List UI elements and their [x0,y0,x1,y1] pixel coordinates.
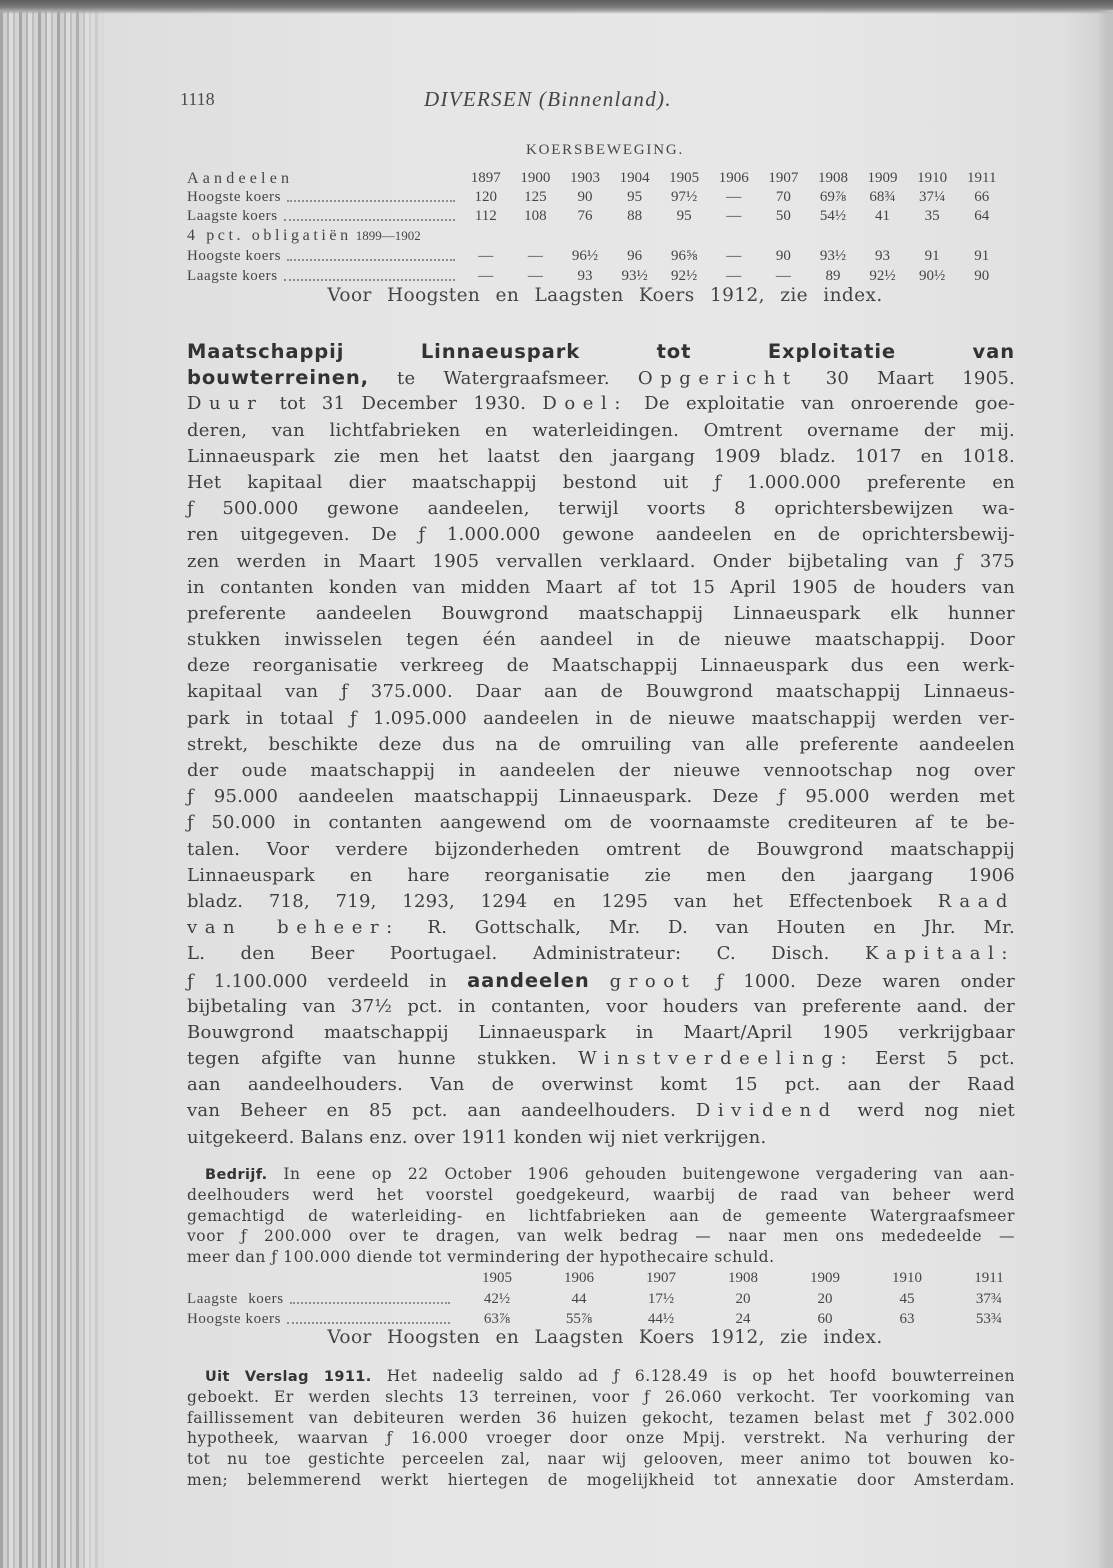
table-cell: 60 [817,1311,833,1327]
year-header: 1911 [967,170,997,186]
text-segment: van Beheer en 85 pct. aan aandeelhouders. [187,1100,696,1122]
table-row-low [187,1289,1030,1309]
row-label [187,207,461,226]
row-label [187,1309,456,1329]
table-cell: 91 [974,248,990,264]
text-line: ren uitgegeven. De ƒ 1.000.000 gewone aandeelen en de oprichtersbewij- [187,524,1015,546]
field-label-van-beheer: van beheer: [187,917,400,939]
row-label-text: Hoogste koers [187,189,282,205]
text-line: gemachtigd de waterleiding- en lichtfabrieken aan de gemeente Watergraafsmeer [187,1206,1015,1225]
empty-label-cell [187,1268,456,1288]
text-line: talen. Voor verdere bijzonderheden omtrent de Bouwgrond maatschappij [187,838,1015,860]
text-line: zen werden in Maart 1905 vervallen verklaard. Onder bijbetaling van ƒ 375 [187,550,1015,572]
koers-table-1905-1911 [187,1268,1027,1330]
table-cell: 63 [899,1311,915,1327]
table-cell: 41 [875,208,891,224]
field-label-kapitaal: Kapitaal: [864,943,1015,965]
year-header: 1904 [619,170,650,186]
table-cell: — [478,248,494,264]
text-segment: ƒ 1.100.000 verdeeld in [187,970,468,992]
field-label-aandeelen: aandeelen [467,968,590,992]
table-cell: 96 [627,248,643,264]
text-segment: tegen afgifte van hunne stukken. [187,1048,579,1070]
dot-leader [287,200,455,202]
year-header: 1903 [569,170,600,186]
text-line: bijbetaling van 37½ pct. in contanten, voor houders van preferente aand. der [187,995,1015,1017]
book-page-edges [0,10,104,1568]
bonds-section-row [187,226,421,245]
text-line: park in totaal ƒ 1.095.000 aandeelen in de nieuwe maatschappij werden ver- [187,707,1015,729]
table-cell: 95 [627,189,643,205]
table-note: Voor Hoogsten en Laagsten Koers 1912, zie index. [327,285,883,306]
table-cell: 88 [627,208,643,224]
year-header: 1911 [974,1270,1004,1286]
table-cell: — [726,189,742,205]
table-cell: — [527,248,543,264]
row-label [187,1289,456,1309]
row-label-text: Hoogste koers [187,1311,282,1327]
table-cell: 63⅞ [483,1311,511,1327]
field-label-duur: Duur [187,393,264,415]
table-cell: 42½ [483,1291,511,1307]
table-cell: 96½ [571,248,599,264]
article-heading [187,339,1015,365]
year-header: 1909 [810,1270,840,1286]
table-cell: 89 [825,268,841,284]
field-label-opgericht: Opgericht [637,368,798,390]
table-cell: 37¾ [975,1291,1003,1307]
field-label-dividend: Dividend [695,1100,838,1122]
dot-leader [287,1322,450,1324]
table-cell: 44 [571,1291,587,1307]
text-line: ƒ 500.000 gewone aandeelen, terwijl voorts 8 oprichtersbewijzen wa- [187,498,1015,520]
year-header: 1900 [520,170,551,186]
text-segment: L. den Beer Poortugael. Administrateur: C. Disch. [187,943,865,965]
field-label-raad: Raad [937,890,1015,912]
field-label-groot: groot [609,970,697,992]
table-cell: — [775,268,791,284]
text-line: preferente aandeelen Bouwgrond maatschappij Linnaeuspark elk hunner [187,602,1015,624]
text-line: ƒ 95.000 aandeelen maatschappij Linnaeuspark. Deze ƒ 95.000 werden met [187,786,1015,808]
table-cell: 93½ [621,268,648,284]
text-line [187,889,1015,915]
scan-top-shadow [0,0,1113,14]
text-segment [590,971,610,992]
text-line: deze reorganisatie verkreeg de Maatschappij Linnaeuspark dus een werk- [187,655,1015,677]
table-cell: 96⅝ [671,248,698,264]
bonds-label [187,226,421,246]
text-line: tot nu toe gestichte perceelen zal, naar wij gelooven, meer animo tot bouwen ko- [187,1450,1015,1469]
table-cell: — [726,268,742,284]
text-line: geboekt. Er werden slechts 13 terreinen, voor ƒ 26.060 verkocht. Ter voorkoming van [187,1387,1015,1406]
text-line: Bouwgrond maatschappij Linnaeuspark in Maart/April 1905 verkrijgbaar [187,1021,1015,1043]
table-header-row [187,169,1007,188]
table-cell: 68¾ [869,189,896,205]
text-line: men; belemmerend werkt hiertegen de mogelijkheid tot annexatie door Amsterdam. [187,1470,1015,1489]
text-segment: tot 31 December 1930. [263,393,543,415]
year-header: 1907 [646,1270,676,1286]
section-label-verslag: Uit Verslag 1911. [205,1369,372,1385]
table-cell: 120 [474,189,498,205]
table-cell: 66 [974,189,990,205]
text-segment: De exploitatie van onroerende goe- [627,393,1015,415]
year-header: 1906 [718,170,749,186]
table-cell: 54½ [819,208,847,224]
article-body [187,339,1015,1151]
text-line: stukken inwisselen tegen één aandeel in de nieuwe maatschappij. Door [187,629,1015,651]
dot-leader [287,259,455,261]
table-cell: 35 [924,208,940,224]
text-line: Linnaeuspark zie men het laatst den jaargang 1909 bladz. 1017 en 1018. [187,445,1015,467]
text-line: kapitaal van ƒ 375.000. Daar aan de Bouwgrond maatschappij Linnaeus- [187,681,1015,703]
text-line: aan aandeelhouders. Van de overwinst komt 15 pct. aan der Raad [187,1074,1015,1096]
text-line: ƒ 50.000 in contanten aangewend om de voornaamste crediteuren af te be- [187,812,1015,834]
row-label [187,247,461,266]
table-cell: 90 [974,268,990,284]
year-header: 1910 [892,1270,922,1286]
text-segment: In eene op 22 October 1906 gehouden buitengewone vergadering van aan- [267,1165,1015,1183]
row-label-text: Laagste koers [187,1291,284,1307]
text-line [187,1098,1015,1124]
table-cell: 24 [735,1311,751,1327]
text-line: deren, van lichtfabrieken en waterleidingen. Omtrent overname der mij. [187,419,1015,441]
table-cell: — [527,268,543,284]
text-segment: 30 Maart 1905. [797,368,1015,390]
row-label [187,267,461,286]
section-label-aandeelen: Aandeelen [187,170,294,187]
year-header: 1910 [917,170,948,186]
text-line [187,1366,1015,1387]
year-header: 1909 [867,170,898,186]
year-header: 1906 [564,1270,594,1286]
company-name-cont: bouwterreinen, [187,366,369,390]
table-cell: 97½ [671,189,698,205]
table-cell: 53¾ [975,1311,1003,1327]
text-segment: werd nog niet [837,1100,1015,1122]
table-cell: 17½ [647,1291,675,1307]
table-cell: 92½ [671,268,698,284]
table-cell: 90½ [919,268,946,284]
text-line: uitgekeerd. Balans enz. over 1911 konden wij niet verkrijgen. [187,1126,767,1148]
table-cell: — [478,268,494,284]
text-line [187,1164,1015,1185]
text-line: faillissement van debiteuren werden 36 huizen gekocht, tezamen belast met ƒ 302.000 [187,1408,1015,1427]
dot-leader [284,279,455,281]
text-line: hypotheek, waarvan ƒ 16.000 vroeger door onze Mpij. verstrekt. Na verhuring der [187,1429,1015,1448]
table-title: KOERSBEWEGING. [525,142,685,158]
table-cell: 91 [924,248,940,264]
text-segment: R. Gottschalk, Mr. D. van Houten en Jhr. Mr. [399,917,1015,939]
table-cell: 93½ [819,248,847,264]
row-label-text: Laagste koers [187,268,278,284]
table-cell: 64 [974,208,990,224]
bedrijf-paragraph [187,1164,1015,1268]
text-segment: Eerst 5 pct. [854,1048,1016,1070]
table-cell: 37¼ [919,189,946,205]
text-line: deelhouders werd het voorstel goedgekeurd, waarbij de raad van beheer werd [187,1185,1015,1204]
company-name: Maatschappij Linnaeuspark tot Exploitatie van [187,340,1015,363]
table-row-bonds-low [187,267,1007,286]
year-header: 1897 [470,170,501,186]
dot-leader [290,1302,450,1304]
running-head: DIVERSEN (Binnenland). [424,87,672,111]
table-note: Voor Hoogsten en Laagsten Koers 1912, zie index. [327,1327,883,1348]
table-cell: 20 [735,1291,751,1307]
table-cell: 20 [817,1291,833,1307]
text-line: meer dan ƒ 100.000 diende tot vermindering der hypothecaire schuld. [187,1248,775,1267]
verslag-paragraph [187,1366,1015,1491]
table-cell: 92½ [869,268,896,284]
year-header: 1908 [728,1270,758,1286]
section-label-bedrijf: Bedrijf. [205,1167,268,1183]
page-number: 1118 [180,89,215,109]
text-line [187,391,1015,417]
dot-leader [284,219,455,221]
year-header: 1907 [768,170,799,186]
table-cell: 90 [775,248,791,264]
row-label-text: Hoogste koers [187,248,282,264]
year-header: 1908 [817,170,848,186]
text-line: Het kapitaal dier maatschappij bestond uit ƒ 1.000.000 preferente en [187,471,1015,493]
table-cell: — [726,208,742,224]
table-row-bonds-high [187,247,1007,266]
text-line: der oude maatschappij in aandeelen der nieuwe vennootschap nog over [187,760,1015,781]
table-cell: 93 [577,268,593,284]
table-row-shares-high [187,188,1007,207]
text-line [187,365,1015,391]
table-row-shares-low [187,207,1007,226]
text-line: in contanten konden van midden Maart af tot 15 April 1905 de houders van [187,576,1015,598]
table-cell: 55⅞ [565,1311,593,1327]
table-cell: 112 [474,208,497,224]
table-header-row [187,1268,1030,1288]
table-cell: 93 [875,248,891,264]
table-cell: 108 [524,208,547,224]
table-cell: 95 [676,208,692,224]
text-line [187,915,1015,941]
text-line: Linnaeuspark en hare reorganisatie zie men den jaargang 1906 [187,864,1015,886]
table-cell: 45 [899,1291,915,1307]
year-header: 1905 [669,170,700,186]
table-cell: 76 [577,208,593,224]
text-line: voor ƒ 200.000 over te dragen, van welk bedrag — naar men ons mededeelde — [187,1227,1015,1246]
table-cell: 50 [775,208,791,224]
table-cell: — [726,248,742,264]
field-label-winstverdeeling: Winstverdeeling: [578,1048,855,1070]
text-segment: bladz. 718, 719, 1293, 1294 en 1295 van het Effectenboek [187,890,938,912]
text-line: strekt, beschikte deze dus na de omruiling van alle preferente aandeelen [187,733,1015,755]
table-cell: 125 [524,189,547,205]
text-segment: Het nadeelig saldo ad ƒ 6.128.49 is op het hoofd bouwterreinen [371,1367,1015,1385]
field-label-doel: Doel: [542,393,628,415]
table-row-high [187,1309,1030,1329]
bonds-label-text: 4 pct. obligatiën [187,227,352,244]
scan-right-shadow [1099,10,1113,1568]
year-header: 1905 [482,1270,512,1286]
text-segment: ƒ 1000. Deze waren onder [696,970,1016,992]
text-line [187,1046,1015,1072]
row-label-text: Laagste koers [187,208,278,224]
row-label [187,188,461,207]
table-cell: 69⅞ [819,189,847,205]
koersbeweging-table [187,169,1027,289]
text-line [187,941,1015,967]
table-cell: 70 [775,189,791,205]
table-cell: 90 [577,189,593,205]
text-line [187,968,1015,994]
bonds-period: 1899—1902 [355,228,421,243]
table-cell: 44½ [647,1311,675,1327]
text-segment: te Watergraafsmeer. [368,368,638,390]
